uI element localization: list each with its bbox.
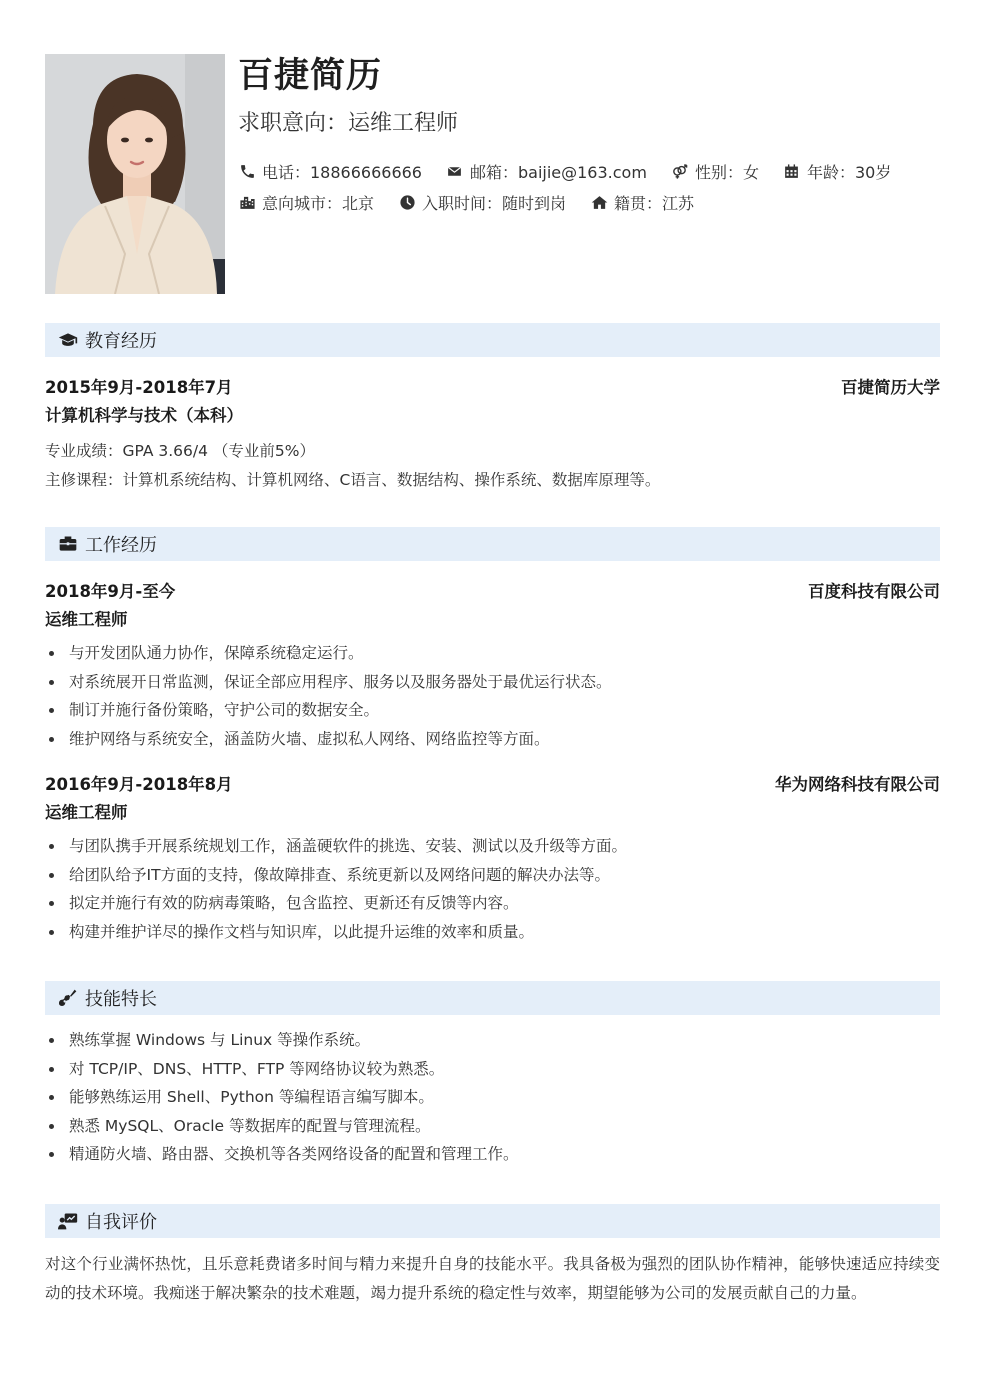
education-courses: 主修课程：计算机系统结构、计算机网络、C语言、数据结构、操作系统、数据库原理等。 bbox=[45, 471, 661, 489]
section-education-header bbox=[45, 323, 940, 357]
list-item: 与开发团队通力协作，保障系统稳定运行。 bbox=[45, 639, 940, 668]
info-city bbox=[238, 191, 374, 214]
clock-icon bbox=[398, 194, 416, 212]
city-icon bbox=[238, 194, 256, 212]
info-start-time bbox=[398, 191, 566, 214]
info-gender bbox=[671, 160, 759, 183]
home-icon bbox=[590, 194, 608, 212]
job-1-head bbox=[45, 578, 940, 602]
list-item: 能够熟练运用 Shell、Python 等编程语言编写脚本。 bbox=[45, 1083, 940, 1112]
job-1-period: 2018年9月-至今 bbox=[45, 582, 176, 601]
self-eval-text: 对这个行业满怀热忱，且乐意耗费诸多时间与精力来提升自身的技能水平。我具备极为强烈的团队协作精神，能够快速适应持续变动的技术环境。我痴迷于解决繁杂的技术难题，竭力提升系统的稳定性与效率，期望能够为公司的发展贡献自己的力量。 bbox=[45, 1255, 940, 1302]
info-hometown-text: 籍贯：江苏 bbox=[614, 194, 695, 213]
info-email bbox=[446, 160, 647, 183]
section-self-eval-title: 自我评价 bbox=[85, 1212, 157, 1233]
guitar-icon bbox=[57, 987, 79, 1009]
calendar-icon bbox=[783, 163, 801, 181]
job-2-role: 运维工程师 bbox=[45, 803, 128, 822]
envelope-icon bbox=[446, 163, 464, 181]
job-1-role: 运维工程师 bbox=[45, 610, 128, 629]
list-item: 维护网络与系统安全，涵盖防火墙、虚拟私人网络、网络监控等方面。 bbox=[45, 725, 940, 754]
education-gpa: 专业成绩：GPA 3.66/4 （专业前5%） bbox=[45, 442, 316, 460]
resume-name: 百捷简历 bbox=[238, 56, 383, 96]
education-period: 2015年9月-2018年7月 bbox=[45, 378, 233, 397]
education-entry-head bbox=[45, 374, 940, 398]
skills-list bbox=[45, 1026, 940, 1169]
list-item: 对系统展开日常监测，保证全部应用程序、服务以及服务器处于最优运行状态。 bbox=[45, 668, 940, 697]
education-school: 百捷简历大学 bbox=[841, 378, 940, 397]
contact-info-row-2 bbox=[238, 191, 718, 214]
info-gender-text: 性别：女 bbox=[694, 163, 759, 182]
info-start-time-text: 入职时间：随时到岗 bbox=[422, 194, 567, 213]
job-1-duties bbox=[45, 639, 940, 753]
info-city-text: 意向城市：北京 bbox=[262, 194, 375, 213]
list-item: 熟悉 MySQL、Oracle 等数据库的配置与管理流程。 bbox=[45, 1112, 940, 1141]
job-2-company: 华为网络科技有限公司 bbox=[775, 775, 940, 794]
section-work-title: 工作经历 bbox=[85, 535, 157, 556]
presenter-board-icon bbox=[57, 1210, 79, 1232]
education-major: 计算机科学与技术（本科） bbox=[45, 406, 243, 425]
list-item: 构建并维护详尽的操作文档与知识库，以此提升运维的效率和质量。 bbox=[45, 918, 940, 947]
list-item: 熟练掌握 Windows 与 Linux 等操作系统。 bbox=[45, 1026, 940, 1055]
briefcase-icon bbox=[57, 533, 79, 555]
job-2-period: 2016年9月-2018年8月 bbox=[45, 775, 233, 794]
list-item: 拟定并施行有效的防病毒策略，包含监控、更新还有反馈等内容。 bbox=[45, 889, 940, 918]
info-phone-text: 电话：18866666666 bbox=[262, 163, 422, 182]
job-intent: 求职意向：运维工程师 bbox=[238, 111, 459, 136]
section-skills-title: 技能特长 bbox=[85, 989, 157, 1010]
list-item: 与团队携手开展系统规划工作，涵盖硬软件的挑选、安装、测试以及升级等方面。 bbox=[45, 832, 940, 861]
profile-photo bbox=[45, 54, 225, 294]
section-skills-header bbox=[45, 981, 940, 1015]
job-2-duties bbox=[45, 832, 940, 946]
info-hometown bbox=[590, 191, 694, 214]
graduation-cap-icon bbox=[57, 329, 79, 351]
job-1-company: 百度科技有限公司 bbox=[808, 582, 940, 601]
list-item: 给团队给予IT方面的支持，像故障排查、系统更新以及网络问题的解决办法等。 bbox=[45, 861, 940, 890]
info-age-text: 年龄：30岁 bbox=[806, 163, 892, 182]
section-work-header bbox=[45, 527, 940, 561]
section-self-eval-header bbox=[45, 1204, 940, 1238]
phone-icon bbox=[238, 163, 256, 181]
info-email-text: 邮箱：baijie@163.com bbox=[469, 163, 647, 182]
info-phone bbox=[238, 160, 422, 183]
contact-info-row-1 bbox=[238, 160, 915, 183]
list-item: 精通防火墙、路由器、交换机等各类网络设备的配置和管理工作。 bbox=[45, 1140, 940, 1169]
info-age bbox=[783, 160, 891, 183]
section-education-title: 教育经历 bbox=[85, 331, 157, 352]
list-item: 对 TCP/IP、DNS、HTTP、FTP 等网络协议较为熟悉。 bbox=[45, 1055, 940, 1084]
list-item: 制订并施行备份策略，守护公司的数据安全。 bbox=[45, 696, 940, 725]
gender-icon bbox=[671, 163, 689, 181]
job-2-head bbox=[45, 771, 940, 795]
